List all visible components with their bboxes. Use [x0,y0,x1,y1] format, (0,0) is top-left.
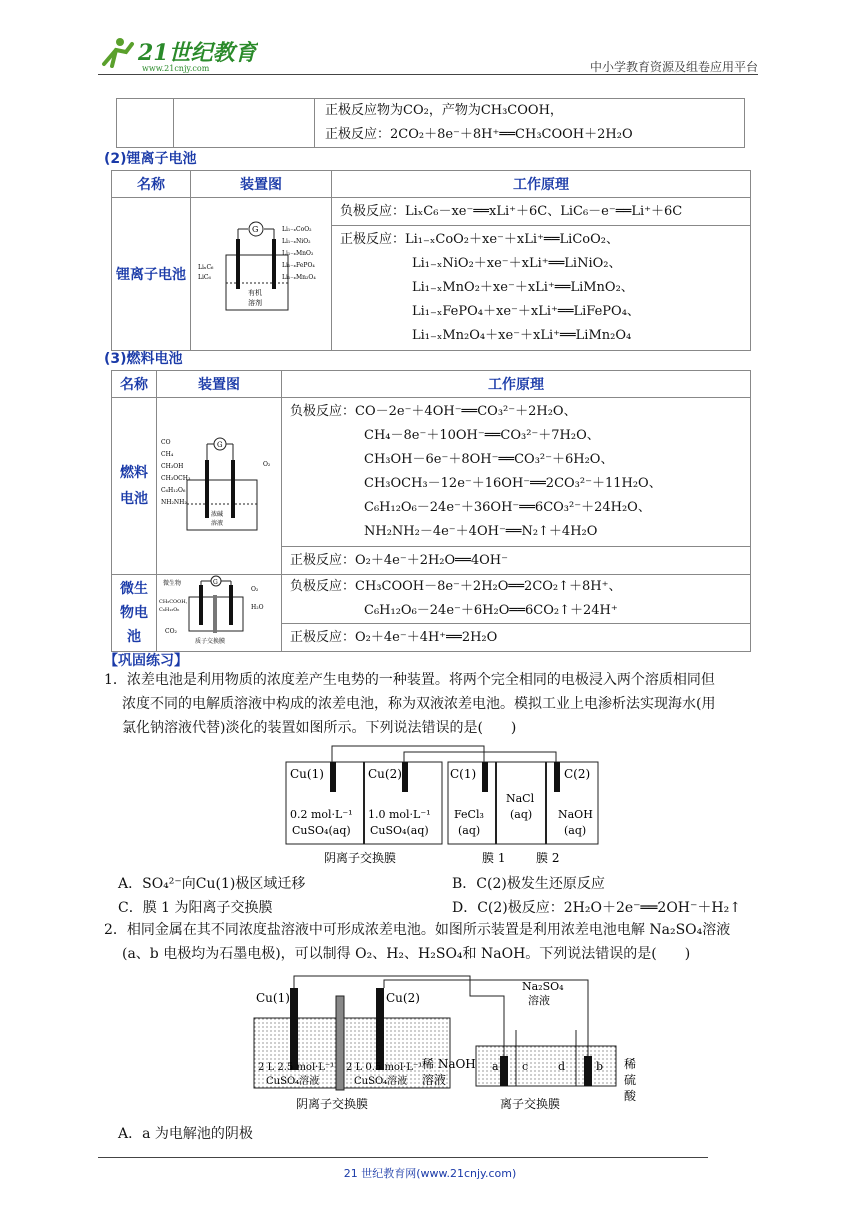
svg-text:a: a [492,1060,499,1073]
svg-text:溶液: 溶液 [528,994,550,1007]
svg-text:(aq): (aq) [564,824,587,837]
figure-1 [284,742,604,874]
fuel-neg-2: CH₄－8e⁻＋10OH⁻══CO₃²⁻＋7H₂O、 [364,428,600,443]
svg-text:LiC₆: LiC₆ [198,274,211,281]
svg-text:LiₓC₆: LiₓC₆ [198,264,214,271]
footer-divider [98,1157,708,1158]
fuel-device [157,398,282,575]
svg-text:CuSO₄溶液: CuSO₄溶液 [354,1076,408,1087]
lithium-table [111,170,751,351]
svg-text:Cu(1): Cu(1) [290,767,324,781]
svg-text:CH₃OH: CH₃OH [161,463,184,470]
fuel-name: 燃料 电池 [112,398,157,575]
svg-text:溶液: 溶液 [422,1073,447,1087]
svg-text:Na₂SO₄: Na₂SO₄ [522,980,564,993]
micro-pos: 正极反应：O₂＋4e⁻＋4H⁺══2H₂O [290,629,498,645]
svg-text:21世纪教育: 21世纪教育 [138,40,257,66]
fuel-pos: 正极反应：O₂＋4e⁻＋2H₂O══4OH⁻ [290,552,508,568]
svg-text:CO₂: CO₂ [165,628,177,635]
col-principle: 工作原理 [282,371,751,398]
section-3-title: (3)燃料电池 [104,351,183,367]
svg-text:1.0 mol·L⁻¹: 1.0 mol·L⁻¹ [368,808,431,821]
svg-text:FeCl₃: FeCl₃ [454,808,484,821]
fuel-neg-5: C₆H₁₂O₆－24e⁻＋36OH⁻══6CO₃²⁻＋24H₂O、 [364,500,651,515]
svg-text:Cu(1): Cu(1) [256,991,290,1005]
question-2: 2．相同金属在其不同浓度盐溶液中可形成浓差电池。如图所示装置是利用浓差电池电解 Na₂SO₄溶液 (a、b 电极均为石墨电极)，可以制得 O₂、H₂、H₂SO₄和 NaOH。下列说法错误的是( ) [104,922,731,962]
fuel-neg-3: CH₃OH－6e⁻＋8OH⁻══CO₃²⁻＋6H₂O、 [364,452,614,467]
header-divider [98,74,758,75]
micro-device [157,575,282,652]
svg-text:G: G [217,441,223,449]
svg-text:b: b [596,1060,604,1073]
svg-text:C(2): C(2) [564,767,591,781]
footer: 21 世纪教育网(www.21cnjy.com) [343,1167,517,1180]
fuel-neg-1: 负极反应：CO－2e⁻＋4OH⁻══CO₃²⁻＋2H₂O、 [290,404,577,419]
col-principle: 工作原理 [332,171,751,198]
svg-text:质子交换膜: 质子交换膜 [195,638,226,645]
svg-text:O₂: O₂ [251,586,259,593]
svg-text:Li₁₋ₓCoO₂: Li₁₋ₓCoO₂ [282,226,312,233]
svg-text:Li₁₋ₓNiO₂: Li₁₋ₓNiO₂ [282,238,311,245]
q1-option-c[interactable]: C．膜 1 为阳离子交换膜 [118,900,273,916]
fuel-neg-4: CH₃OCH₃－12e⁻＋16OH⁻══2CO₃²⁻＋11H₂O、 [364,476,662,491]
svg-text:CuSO₄(aq): CuSO₄(aq) [370,824,429,837]
micro-neg-2: C₆H₁₂O₆－24e⁻＋6H₂O══6CO₂↑＋24H⁺ [364,603,618,618]
svg-text:有机: 有机 [248,289,262,297]
svg-text:CH₄: CH₄ [161,451,174,458]
question-1: 1．浓差电池是利用物质的浓度差产生电势的一种装置。将两个完全相同的电极浸入两个溶质相同但 浓度不同的电解质溶液中构成的浓差电池，称为双液浓差电池。模拟工业上电渗析法实现海水(用 氯化钠溶液代替)淡化的装置如图所示。下列说法错误的是( ) [104,672,716,736]
svg-text:C(1): C(1) [450,767,477,781]
svg-text:NaOH: NaOH [558,808,593,821]
col-device: 装置图 [157,371,282,398]
svg-text:膜 2: 膜 2 [536,851,560,865]
lithium-pos-2: Li₁₋ₓNiO₂＋xe⁻＋xLi⁺══LiNiO₂、 [412,256,622,271]
svg-text:Cu(2): Cu(2) [368,767,402,781]
svg-text:(aq): (aq) [458,824,481,837]
svg-text:www.21cnjy.com: www.21cnjy.com [142,64,210,73]
svg-text:0.2 mol·L⁻¹: 0.2 mol·L⁻¹ [290,808,353,821]
platform-title: 中小学教育资源及组卷应用平台 [589,60,758,74]
fuel-neg-6: NH₂NH₂－4e⁻＋4OH⁻══N₂↑＋4H₂O [364,524,598,539]
lithium-device [191,198,332,351]
svg-text:NaCl: NaCl [506,792,535,805]
svg-text:膜 1: 膜 1 [482,851,506,865]
svg-text:阴离子交换膜: 阴离子交换膜 [324,851,397,865]
q1-option-d[interactable]: D．C(2)极反应：2H₂O＋2e⁻══2OH⁻＋H₂↑ [452,900,741,916]
q1-option-a[interactable]: A．SO₄²⁻向Cu(1)极区域迁移 [118,876,306,892]
lithium-name: 锂离子电池 [112,198,191,351]
svg-text:O₂: O₂ [263,461,271,468]
svg-text:稀 NaOH: 稀 NaOH [422,1057,476,1071]
svg-text:CH₃OCH₃: CH₃OCH₃ [161,475,191,482]
svg-text:酸: 酸 [624,1089,637,1103]
lithium-neg: 负极反应：LiₓC₆－xe⁻══xLi⁺＋6C、LiC₆－e⁻══Li⁺＋6C [340,203,683,219]
micro-name: 微生 物电 池 [112,575,157,652]
logo [98,34,258,78]
svg-text:CuSO₄溶液: CuSO₄溶液 [266,1076,320,1087]
svg-text:G: G [252,225,259,234]
svg-text:CH₃COOH、: CH₃COOH、 [159,599,191,605]
q2-option-a[interactable]: A．a 为电解池的阴极 [118,1126,253,1142]
figure-2 [246,970,646,1124]
svg-text:C₆H₁₂O₆: C₆H₁₂O₆ [159,607,180,613]
q1-option-b[interactable]: B．C(2)极发生还原反应 [452,876,605,892]
svg-text:Li₁₋ₓMn₂O₄: Li₁₋ₓMn₂O₄ [282,274,316,281]
svg-text:硫: 硫 [624,1073,637,1087]
svg-text:CuSO₄(aq): CuSO₄(aq) [292,824,351,837]
svg-text:溶剂: 溶剂 [248,299,262,307]
col-device: 装置图 [191,171,332,198]
svg-text:Cu(2): Cu(2) [386,991,420,1005]
svg-text:2 L 0.5 mol·L⁻¹: 2 L 0.5 mol·L⁻¹ [346,1062,423,1073]
svg-text:阴离子交换膜: 阴离子交换膜 [296,1097,369,1111]
practice-title: 【巩固练习】 [104,653,188,669]
col-name: 名称 [112,371,157,398]
svg-text:CO: CO [161,439,171,446]
lithium-pos-5: Li₁₋ₓMn₂O₄＋xe⁻＋xLi⁺══LiMn₂O₄ [412,328,632,343]
lithium-pos-3: Li₁₋ₓMnO₂＋xe⁻＋xLi⁺══LiMnO₂、 [412,280,634,295]
lithium-pos-4: Li₁₋ₓFePO₄＋xe⁻＋xLi⁺══LiFePO₄、 [412,304,640,319]
svg-text:离子交换膜: 离子交换膜 [500,1097,561,1111]
svg-text:稀: 稀 [624,1057,637,1071]
svg-text:Li₁₋ₓFePO₄: Li₁₋ₓFePO₄ [282,262,315,269]
top-line-1: 正极反应物为CO₂，产物为CH₃COOH， [325,103,563,118]
lithium-pos-1: 正极反应：Li₁₋ₓCoO₂＋xe⁻＋xLi⁺══LiCoO₂、 [340,232,619,247]
svg-text:2 L 2.5 mol·L⁻¹: 2 L 2.5 mol·L⁻¹ [258,1062,335,1073]
top-line-2: 正极反应：2CO₂＋8e⁻＋8H⁺══CH₃COOH＋2H₂O [325,127,633,142]
svg-text:溶液: 溶液 [211,520,224,527]
svg-text:(aq): (aq) [510,808,533,821]
svg-text:Li₁₋ₓMnO₂: Li₁₋ₓMnO₂ [282,250,314,257]
svg-text:c: c [522,1060,529,1073]
runner-icon [104,38,132,66]
svg-text:浓碱: 浓碱 [211,511,224,518]
svg-text:G: G [213,579,218,586]
svg-text:微生物: 微生物 [163,580,182,587]
svg-text:C₆H₁₂O₆: C₆H₁₂O₆ [161,487,186,494]
svg-text:H₂O: H₂O [251,604,264,611]
svg-text:NH₂NH₂: NH₂NH₂ [161,499,187,506]
section-2-title: (2)锂离子电池 [104,151,197,167]
micro-neg-1: 负极反应：CH₃COOH－8e⁻＋2H₂O══2CO₂↑＋8H⁺、 [290,579,622,594]
top-table [116,98,745,148]
svg-text:d: d [558,1060,566,1073]
fuel-table [111,370,751,652]
col-name: 名称 [112,171,191,198]
